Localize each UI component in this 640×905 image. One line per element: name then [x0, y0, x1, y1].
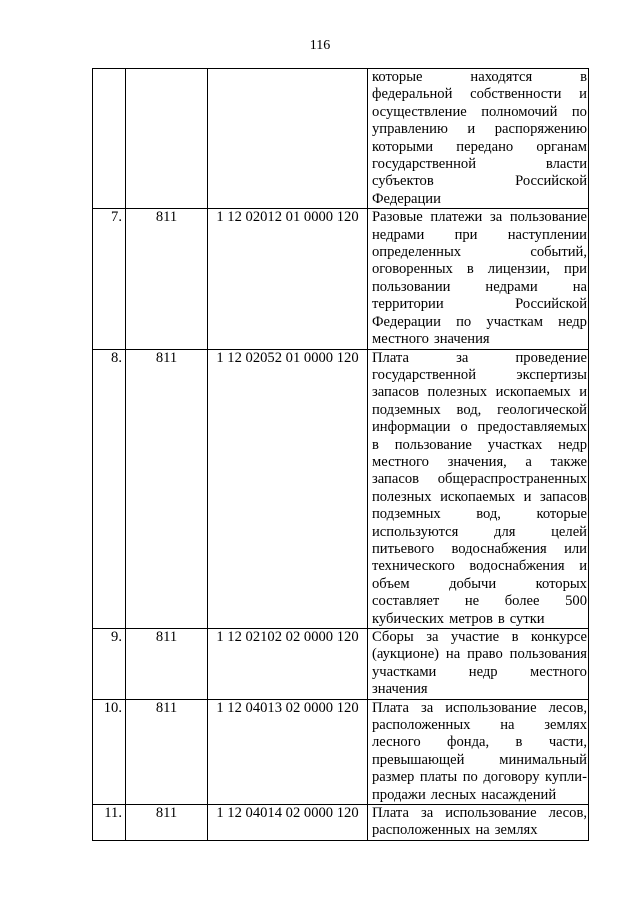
description-line: (аукционе) на право пользования [372, 646, 587, 663]
description-line: местного значения, а также [372, 453, 587, 470]
table-row [93, 805, 589, 841]
administrator-code: 811 [126, 349, 208, 629]
description-line: лесного фонда, в части, [372, 734, 587, 751]
row-number [93, 69, 126, 209]
description-line: расположенных на землях [372, 717, 587, 734]
description-line: расположенных на землях [372, 822, 538, 839]
description-line: превышающей минимальный [372, 751, 587, 768]
income-description [368, 69, 589, 209]
income-codes-table [92, 68, 589, 841]
description-line: пользовании недрами на [372, 278, 587, 295]
description-line: недрами при наступлении [372, 226, 587, 243]
description-line: полезных ископаемых и запасов [372, 488, 587, 505]
budget-classification-code: 1 12 02012 01 0000 120 [208, 209, 368, 349]
page-number: 116 [309, 38, 331, 53]
description-line: используются для целей [372, 523, 587, 540]
row-number: 8. [93, 349, 126, 629]
description-line: запасов общераспространенных [372, 471, 587, 488]
table-row [93, 69, 589, 209]
description-line: субъектов Российской [372, 173, 587, 190]
description-line: продажи лесных насаждений [372, 786, 557, 803]
description-line: Федерации [372, 190, 441, 207]
description-line: оговоренных в лицензии, при [372, 261, 587, 278]
description-line: Плата за проведение [372, 349, 587, 366]
income-description [368, 209, 589, 349]
administrator-code: 811 [126, 209, 208, 349]
budget-classification-code: 1 12 04014 02 0000 120 [208, 805, 368, 841]
description-line: технического водоснабжения и [372, 558, 587, 575]
budget-classification-code [208, 69, 368, 209]
administrator-code: 811 [126, 629, 208, 700]
table-row [93, 209, 589, 349]
description-line: которыми передано органам [372, 138, 587, 155]
description-line: объем добычи которых [372, 575, 587, 592]
description-line: местного значения [372, 331, 490, 348]
description-line: осуществление полномочий по [372, 103, 587, 120]
administrator-code [126, 69, 208, 209]
administrator-code: 811 [126, 699, 208, 804]
description-line: федеральной собственности и [372, 86, 587, 103]
income-description [368, 699, 589, 804]
row-number: 7. [93, 209, 126, 349]
table-row [93, 349, 589, 629]
description-line: кубических метров в сутки [372, 610, 545, 627]
description-line: определенных событий, [372, 244, 587, 261]
description-line: подземных вод, которые [372, 506, 587, 523]
income-description [368, 349, 589, 629]
administrator-code: 811 [126, 805, 208, 841]
row-number: 10. [93, 699, 126, 804]
description-line: подземных вод, геологической [372, 401, 587, 418]
table-row [93, 699, 589, 804]
description-line: в пользование участках недр [372, 436, 587, 453]
description-line: запасов полезных ископаемых и [372, 384, 587, 401]
budget-classification-code: 1 12 02102 02 0000 120 [208, 629, 368, 700]
description-line: значения [372, 681, 428, 698]
description-line: Плата за использование лесов, [372, 699, 587, 716]
description-line: Федерации по участкам недр [372, 313, 587, 330]
description-line: которые находятся в [372, 69, 587, 85]
description-line: государственной экспертизы [372, 366, 587, 383]
description-line: составляет не более 500 [372, 593, 587, 610]
description-line: территории Российской [372, 296, 587, 313]
row-number: 9. [93, 629, 126, 700]
description-line: Плата за использование лесов, [372, 805, 587, 822]
description-line: размер платы по договору купли- [372, 769, 587, 786]
description-line: управлению и распоряжению [372, 121, 587, 138]
description-line: информации о предоставляемых [372, 419, 587, 436]
income-description [368, 629, 589, 700]
description-line: питьевого водоснабжения или [372, 540, 587, 557]
description-line: участками недр местного [372, 663, 587, 680]
description-line: государственной власти [372, 156, 587, 173]
description-line: Разовые платежи за пользование [372, 209, 587, 226]
row-number: 11. [93, 805, 126, 841]
table-row [93, 629, 589, 700]
budget-classification-code: 1 12 04013 02 0000 120 [208, 699, 368, 804]
budget-classification-code: 1 12 02052 01 0000 120 [208, 349, 368, 629]
description-line: Сборы за участие в конкурсе [372, 629, 587, 645]
income-description [368, 805, 589, 841]
